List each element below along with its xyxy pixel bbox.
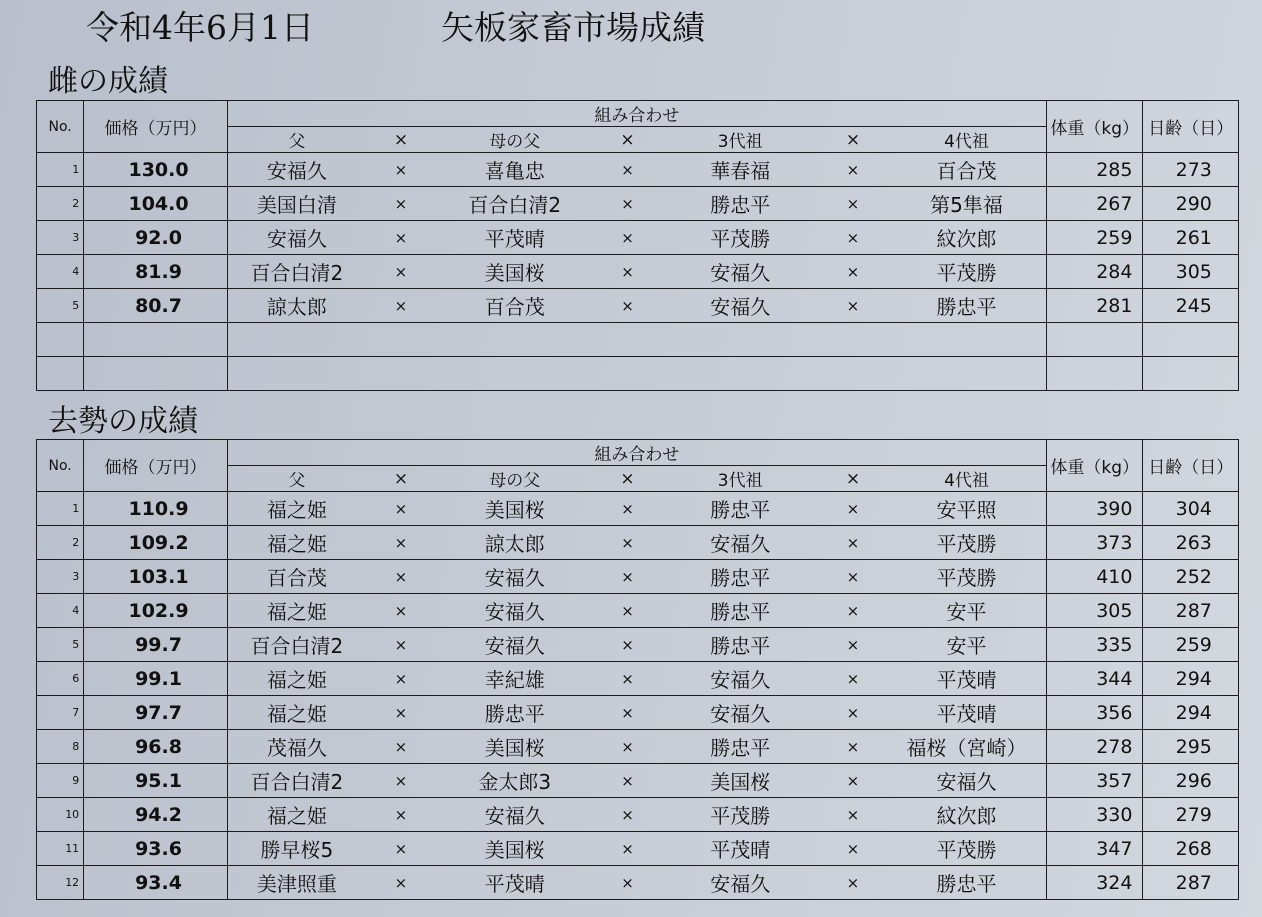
mothers-father-cell: 平茂晴 [436, 221, 593, 255]
price-cell: 103.1 [84, 560, 228, 594]
table-row [37, 730, 1239, 764]
cross-mark: × [819, 696, 887, 730]
row-number: 2 [37, 526, 84, 560]
row-number: 10 [37, 798, 84, 832]
father-cell: 安福久 [227, 153, 365, 187]
mothers-father-cell [436, 357, 593, 391]
table-row [37, 594, 1239, 628]
age-cell: 273 [1143, 153, 1239, 187]
row-number: 3 [37, 560, 84, 594]
gen4-cell: 安平 [887, 594, 1046, 628]
row-number: 5 [37, 289, 84, 323]
cross-mark [819, 323, 887, 357]
cross-mark: × [819, 289, 887, 323]
price-cell: 93.4 [84, 866, 228, 900]
cross-mark: × [366, 255, 436, 289]
header-cross: × [819, 127, 887, 153]
header-cross: × [366, 127, 436, 153]
mothers-father-cell: 喜亀忠 [436, 153, 593, 187]
cross-mark: × [366, 832, 436, 866]
cross-mark: × [366, 492, 436, 526]
table-row [37, 696, 1239, 730]
mothers-father-cell: 幸紀雄 [436, 662, 593, 696]
gen3-cell: 勝忠平 [662, 628, 819, 662]
row-number: 11 [37, 832, 84, 866]
gen3-cell: 安福久 [662, 866, 819, 900]
header-father: 父 [227, 127, 365, 153]
header-father: 父 [227, 466, 365, 492]
gen3-cell: 平茂勝 [662, 798, 819, 832]
price-cell: 104.0 [84, 187, 228, 221]
title-date: 令和4年6月1日 [86, 8, 314, 47]
weight-cell: 347 [1047, 832, 1143, 866]
table-row [37, 187, 1239, 221]
mothers-father-cell: 勝忠平 [436, 696, 593, 730]
mothers-father-cell: 美国桜 [436, 255, 593, 289]
header-cross: × [366, 466, 436, 492]
weight-cell: 390 [1047, 492, 1143, 526]
cross-mark: × [819, 221, 887, 255]
weight-cell: 356 [1047, 696, 1143, 730]
gen4-cell: 勝忠平 [887, 289, 1046, 323]
weight-cell: 410 [1047, 560, 1143, 594]
row-number [37, 357, 84, 391]
age-cell: 296 [1143, 764, 1239, 798]
weight-cell: 344 [1047, 662, 1143, 696]
table-row [37, 798, 1239, 832]
cross-mark: × [366, 628, 436, 662]
results-table-steer [36, 439, 1239, 900]
mothers-father-cell: 百合白清2 [436, 187, 593, 221]
mothers-father-cell: 美国桜 [436, 832, 593, 866]
header-mothers-father: 母の父 [436, 466, 593, 492]
table-row [37, 255, 1239, 289]
age-cell: 252 [1143, 560, 1239, 594]
cross-mark: × [593, 255, 661, 289]
price-cell: 93.6 [84, 832, 228, 866]
document-title [86, 2, 705, 49]
cross-mark: × [819, 526, 887, 560]
father-cell: 美国白清 [227, 187, 365, 221]
table-row [37, 560, 1239, 594]
table-row [37, 866, 1239, 900]
age-cell: 290 [1143, 187, 1239, 221]
row-number: 6 [37, 662, 84, 696]
price-cell: 81.9 [84, 255, 228, 289]
cross-mark: × [593, 153, 661, 187]
cross-mark [366, 357, 436, 391]
weight-cell: 281 [1047, 289, 1143, 323]
cross-mark: × [593, 526, 661, 560]
gen4-cell: 平茂晴 [887, 662, 1046, 696]
gen3-cell: 平茂晴 [662, 832, 819, 866]
weight-cell: 324 [1047, 866, 1143, 900]
table-row [37, 628, 1239, 662]
header-age: 日齢（日） [1143, 101, 1239, 153]
table-row [37, 526, 1239, 560]
age-cell: 294 [1143, 662, 1239, 696]
gen3-cell: 安福久 [662, 255, 819, 289]
age-cell: 295 [1143, 730, 1239, 764]
gen3-cell: 安福久 [662, 662, 819, 696]
title-market: 矢板家畜市場成績 [441, 8, 705, 47]
father-cell: 勝早桜5 [227, 832, 365, 866]
row-number: 9 [37, 764, 84, 798]
mothers-father-cell: 諒太郎 [436, 526, 593, 560]
cross-mark: × [366, 866, 436, 900]
cross-mark: × [366, 526, 436, 560]
age-cell [1143, 357, 1239, 391]
gen3-cell [662, 323, 819, 357]
cross-mark [819, 357, 887, 391]
gen4-cell: 百合茂 [887, 153, 1046, 187]
price-cell: 109.2 [84, 526, 228, 560]
header-no: No. [37, 440, 84, 492]
row-number: 1 [37, 492, 84, 526]
price-cell: 92.0 [84, 221, 228, 255]
father-cell: 福之姫 [227, 492, 365, 526]
header-no: No. [37, 101, 84, 153]
header-gen3: 3代祖 [662, 127, 819, 153]
father-cell: 安福久 [227, 221, 365, 255]
results-table-female [36, 100, 1239, 391]
cross-mark [366, 323, 436, 357]
row-number: 8 [37, 730, 84, 764]
cross-mark: × [366, 221, 436, 255]
father-cell: 茂福久 [227, 730, 365, 764]
price-cell: 99.1 [84, 662, 228, 696]
price-cell: 94.2 [84, 798, 228, 832]
gen3-cell: 安福久 [662, 289, 819, 323]
cross-mark: × [366, 187, 436, 221]
header-gen3: 3代祖 [662, 466, 819, 492]
gen4-cell [887, 357, 1046, 391]
cross-mark: × [593, 560, 661, 594]
weight-cell: 259 [1047, 221, 1143, 255]
table-row [37, 153, 1239, 187]
gen3-cell: 安福久 [662, 696, 819, 730]
father-cell: 百合白清2 [227, 255, 365, 289]
gen4-cell: 安福久 [887, 764, 1046, 798]
table-row [37, 662, 1239, 696]
mothers-father-cell: 百合茂 [436, 289, 593, 323]
cross-mark: × [366, 560, 436, 594]
table-row [37, 323, 1239, 357]
cross-mark: × [819, 560, 887, 594]
header-weight: 体重（kg） [1047, 101, 1143, 153]
gen4-cell: 紋次郎 [887, 221, 1046, 255]
age-cell: 304 [1143, 492, 1239, 526]
mothers-father-cell: 安福久 [436, 594, 593, 628]
cross-mark: × [593, 594, 661, 628]
cross-mark: × [819, 594, 887, 628]
father-cell: 百合茂 [227, 560, 365, 594]
gen4-cell: 勝忠平 [887, 866, 1046, 900]
table-row [37, 492, 1239, 526]
cross-mark: × [366, 730, 436, 764]
father-cell [227, 323, 365, 357]
gen3-cell: 美国桜 [662, 764, 819, 798]
weight-cell: 357 [1047, 764, 1143, 798]
gen3-cell: 華春福 [662, 153, 819, 187]
age-cell: 245 [1143, 289, 1239, 323]
table-row [37, 221, 1239, 255]
age-cell: 294 [1143, 696, 1239, 730]
table-row [37, 832, 1239, 866]
cross-mark: × [366, 289, 436, 323]
header-combination: 組み合わせ [227, 440, 1046, 466]
age-cell: 287 [1143, 866, 1239, 900]
row-number: 4 [37, 594, 84, 628]
cross-mark: × [819, 628, 887, 662]
cross-mark: × [593, 798, 661, 832]
cross-mark: × [366, 153, 436, 187]
cross-mark [593, 357, 661, 391]
weight-cell: 330 [1047, 798, 1143, 832]
weight-cell: 305 [1047, 594, 1143, 628]
age-cell: 259 [1143, 628, 1239, 662]
header-age: 日齢（日） [1143, 440, 1239, 492]
weight-cell: 285 [1047, 153, 1143, 187]
cross-mark: × [593, 492, 661, 526]
weight-cell: 284 [1047, 255, 1143, 289]
row-number: 2 [37, 187, 84, 221]
cross-mark: × [593, 730, 661, 764]
father-cell: 福之姫 [227, 798, 365, 832]
gen3-cell: 平茂勝 [662, 221, 819, 255]
gen4-cell: 安平照 [887, 492, 1046, 526]
age-cell: 287 [1143, 594, 1239, 628]
section-title-steer: 去勢の成績 [48, 404, 198, 439]
father-cell: 百合白清2 [227, 628, 365, 662]
weight-cell: 373 [1047, 526, 1143, 560]
mothers-father-cell: 安福久 [436, 628, 593, 662]
header-gen4: 4代祖 [887, 466, 1046, 492]
age-cell: 261 [1143, 221, 1239, 255]
cross-mark: × [819, 730, 887, 764]
cross-mark: × [819, 866, 887, 900]
cross-mark: × [593, 696, 661, 730]
weight-cell: 278 [1047, 730, 1143, 764]
header-weight: 体重（kg） [1047, 440, 1143, 492]
section-title-female: 雌の成績 [48, 64, 168, 99]
gen4-cell: 平茂勝 [887, 560, 1046, 594]
weight-cell: 335 [1047, 628, 1143, 662]
gen4-cell: 安平 [887, 628, 1046, 662]
cross-mark: × [819, 492, 887, 526]
price-cell [84, 323, 228, 357]
father-cell: 福之姫 [227, 696, 365, 730]
father-cell: 福之姫 [227, 594, 365, 628]
gen4-cell: 紋次郎 [887, 798, 1046, 832]
cross-mark: × [819, 153, 887, 187]
cross-mark: × [819, 187, 887, 221]
price-cell: 99.7 [84, 628, 228, 662]
cross-mark: × [819, 662, 887, 696]
header-price: 価格（万円） [84, 440, 228, 492]
mothers-father-cell: 安福久 [436, 798, 593, 832]
price-cell: 95.1 [84, 764, 228, 798]
gen4-cell: 福桜（宮崎） [887, 730, 1046, 764]
mothers-father-cell [436, 323, 593, 357]
header-price: 価格（万円） [84, 101, 228, 153]
header-cross: × [593, 127, 661, 153]
table-row [37, 764, 1239, 798]
row-number: 7 [37, 696, 84, 730]
row-number: 12 [37, 866, 84, 900]
gen4-cell: 平茂晴 [887, 696, 1046, 730]
cross-mark: × [593, 628, 661, 662]
weight-cell: 267 [1047, 187, 1143, 221]
cross-mark: × [819, 255, 887, 289]
price-cell [84, 357, 228, 391]
price-cell: 96.8 [84, 730, 228, 764]
cross-mark: × [366, 798, 436, 832]
gen4-cell: 平茂勝 [887, 832, 1046, 866]
gen3-cell: 勝忠平 [662, 560, 819, 594]
header-cross: × [593, 466, 661, 492]
mothers-father-cell: 美国桜 [436, 730, 593, 764]
cross-mark: × [366, 696, 436, 730]
header-cross: × [819, 466, 887, 492]
header-mothers-father: 母の父 [436, 127, 593, 153]
gen3-cell [662, 357, 819, 391]
age-cell: 268 [1143, 832, 1239, 866]
age-cell: 263 [1143, 526, 1239, 560]
gen4-cell: 平茂勝 [887, 526, 1046, 560]
age-cell [1143, 323, 1239, 357]
header-gen4: 4代祖 [887, 127, 1046, 153]
cross-mark: × [593, 866, 661, 900]
row-number: 5 [37, 628, 84, 662]
price-cell: 102.9 [84, 594, 228, 628]
mothers-father-cell: 安福久 [436, 560, 593, 594]
cross-mark: × [819, 832, 887, 866]
cross-mark: × [593, 764, 661, 798]
age-cell: 305 [1143, 255, 1239, 289]
price-cell: 110.9 [84, 492, 228, 526]
gen4-cell [887, 323, 1046, 357]
cross-mark: × [819, 764, 887, 798]
age-cell: 279 [1143, 798, 1239, 832]
mothers-father-cell: 金太郎3 [436, 764, 593, 798]
gen3-cell: 勝忠平 [662, 187, 819, 221]
cross-mark: × [819, 798, 887, 832]
father-cell: 百合白清2 [227, 764, 365, 798]
cross-mark: × [593, 221, 661, 255]
row-number: 4 [37, 255, 84, 289]
cross-mark: × [593, 662, 661, 696]
cross-mark [593, 323, 661, 357]
father-cell: 福之姫 [227, 662, 365, 696]
cross-mark: × [366, 662, 436, 696]
cross-mark: × [593, 187, 661, 221]
weight-cell [1047, 357, 1143, 391]
father-cell: 美津照重 [227, 866, 365, 900]
table-row [37, 357, 1239, 391]
gen4-cell: 平茂勝 [887, 255, 1046, 289]
gen3-cell: 勝忠平 [662, 594, 819, 628]
father-cell: 諒太郎 [227, 289, 365, 323]
cross-mark: × [593, 832, 661, 866]
header-combination: 組み合わせ [227, 101, 1046, 127]
father-cell [227, 357, 365, 391]
row-number: 1 [37, 153, 84, 187]
mothers-father-cell: 美国桜 [436, 492, 593, 526]
price-cell: 80.7 [84, 289, 228, 323]
row-number [37, 323, 84, 357]
mothers-father-cell: 平茂晴 [436, 866, 593, 900]
cross-mark: × [366, 594, 436, 628]
row-number: 3 [37, 221, 84, 255]
father-cell: 福之姫 [227, 526, 365, 560]
weight-cell [1047, 323, 1143, 357]
price-cell: 130.0 [84, 153, 228, 187]
cross-mark: × [593, 289, 661, 323]
price-cell: 97.7 [84, 696, 228, 730]
cross-mark: × [366, 764, 436, 798]
gen3-cell: 勝忠平 [662, 492, 819, 526]
gen3-cell: 安福久 [662, 526, 819, 560]
gen4-cell: 第5隼福 [887, 187, 1046, 221]
gen3-cell: 勝忠平 [662, 730, 819, 764]
table-row [37, 289, 1239, 323]
